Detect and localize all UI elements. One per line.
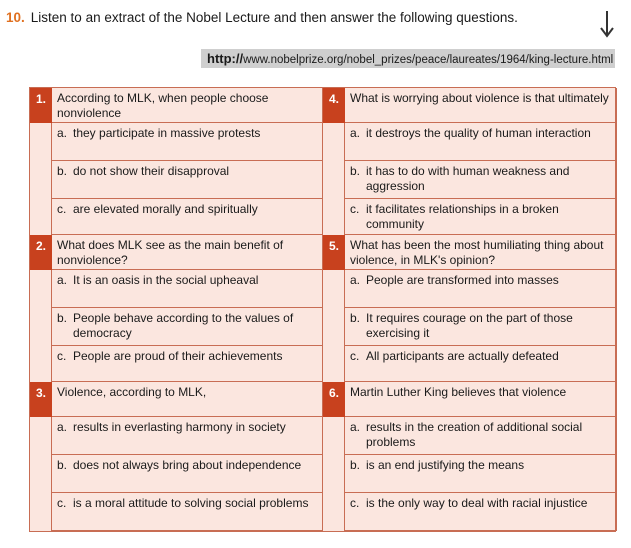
- answer-option[interactable]: [345, 455, 617, 493]
- option-row: [350, 349, 612, 364]
- option-letter: c.: [57, 202, 67, 216]
- answer-option[interactable]: [345, 123, 617, 161]
- source-url[interactable]: [201, 49, 615, 68]
- option-row: [350, 202, 612, 232]
- question-grid: [29, 87, 616, 532]
- answer-option[interactable]: [345, 417, 617, 455]
- question-text: What has been the most humiliating thing about violence, in MLK's opinion?: [350, 238, 604, 267]
- answer-option[interactable]: [345, 308, 617, 346]
- option-text: is a moral attitude to solving social problems: [73, 496, 309, 510]
- question-number-badge: 4.: [323, 88, 345, 123]
- option-text: does not always bring about independence: [73, 458, 302, 472]
- answer-option[interactable]: [345, 346, 617, 382]
- question-prompt: [345, 382, 617, 417]
- option-text: results in everlasting harmony in society: [73, 420, 286, 434]
- option-row: [57, 458, 318, 473]
- answer-option[interactable]: [52, 493, 323, 531]
- option-row: [350, 311, 612, 341]
- question-number-badge: 1.: [30, 88, 52, 123]
- answer-option[interactable]: [52, 199, 323, 235]
- question-prompt: [52, 88, 323, 123]
- option-row: [57, 273, 318, 288]
- option-row: [350, 458, 612, 473]
- option-row: [57, 126, 318, 141]
- option-text: People are proud of their achievements: [73, 349, 283, 363]
- question-prompt: [345, 88, 617, 123]
- answer-option[interactable]: [345, 161, 617, 199]
- option-text: All participants are actually defeated: [366, 349, 559, 363]
- option-text: it facilitates relationships in a broken community: [366, 202, 559, 231]
- option-row: [350, 164, 612, 194]
- option-letter: a.: [57, 126, 68, 140]
- option-letter: a.: [350, 126, 361, 140]
- url-protocol: http://: [207, 51, 244, 66]
- option-text: People are transformed into masses: [366, 273, 559, 287]
- question-number-badge: 6.: [323, 382, 345, 417]
- option-letter: b.: [57, 164, 68, 178]
- question-text: Martin Luther King believes that violence: [350, 385, 567, 399]
- answer-option[interactable]: [52, 270, 323, 308]
- option-text: It requires courage on the part of those exercising it: [366, 311, 573, 340]
- exercise-number: 10.: [6, 10, 25, 25]
- question-prompt: [345, 235, 617, 270]
- option-letter: a.: [350, 273, 361, 287]
- option-row: [57, 164, 318, 179]
- option-row: [350, 273, 612, 288]
- question-number-badge: 3.: [30, 382, 52, 417]
- question-text: What does MLK see as the main benefit of nonviolence?: [57, 238, 284, 267]
- option-row: [350, 420, 612, 450]
- option-row: [57, 420, 318, 435]
- option-row: [57, 496, 318, 511]
- option-row: [57, 202, 318, 217]
- option-letter: a.: [57, 273, 68, 287]
- option-letter: b.: [350, 458, 361, 472]
- option-letter: c.: [350, 202, 360, 216]
- option-text: is an end justifying the means: [366, 458, 525, 472]
- option-letter: a.: [57, 420, 68, 434]
- answer-option[interactable]: [345, 493, 617, 531]
- option-letter: c.: [350, 496, 360, 510]
- option-text: is the only way to deal with racial injustice: [366, 496, 588, 510]
- option-row: [57, 349, 318, 364]
- answer-option[interactable]: [52, 455, 323, 493]
- answer-option[interactable]: [52, 417, 323, 455]
- exercise-instruction: [6, 10, 586, 25]
- question-number-badge: 5.: [323, 235, 345, 270]
- question-prompt: [52, 382, 323, 417]
- question-text: According to MLK, when people choose nonviolence: [57, 91, 269, 120]
- option-text: it destroys the quality of human interaction: [366, 126, 591, 140]
- instruction-text: Listen to an extract of the Nobel Lecture and then answer the following questions.: [30, 10, 518, 25]
- option-text: results in the creation of additional social problems: [366, 420, 583, 449]
- option-row: [350, 496, 612, 511]
- question-number-badge: 2.: [30, 235, 52, 270]
- option-row: [57, 311, 318, 341]
- option-letter: c.: [57, 349, 67, 363]
- question-text: What is worrying about violence is that ultimately: [350, 91, 609, 105]
- option-letter: b.: [57, 311, 68, 325]
- option-text: do not show their disapproval: [73, 164, 230, 178]
- option-text: it has to do with human weakness and aggression: [366, 164, 570, 193]
- option-letter: c.: [57, 496, 67, 510]
- option-text: they participate in massive protests: [73, 126, 261, 140]
- option-letter: b.: [57, 458, 68, 472]
- answer-option[interactable]: [52, 161, 323, 199]
- option-letter: b.: [350, 311, 361, 325]
- answer-option[interactable]: [52, 346, 323, 382]
- answer-option[interactable]: [52, 123, 323, 161]
- arrow-down-icon: [597, 9, 617, 39]
- question-prompt: [52, 235, 323, 270]
- url-path: www.nobelprize.org/nobel_prizes/peace/laureates/1964/king-lecture.html: [243, 54, 614, 66]
- option-letter: a.: [350, 420, 361, 434]
- answer-option[interactable]: [52, 308, 323, 346]
- option-letter: c.: [350, 349, 360, 363]
- option-text: It is an oasis in the social upheaval: [73, 273, 259, 287]
- option-text: are elevated morally and spiritually: [73, 202, 258, 216]
- answer-option[interactable]: [345, 270, 617, 308]
- option-text: People behave according to the values of democracy: [73, 311, 294, 340]
- option-row: [350, 126, 612, 141]
- option-letter: b.: [350, 164, 361, 178]
- answer-option[interactable]: [345, 199, 617, 235]
- question-text: Violence, according to MLK,: [57, 385, 207, 399]
